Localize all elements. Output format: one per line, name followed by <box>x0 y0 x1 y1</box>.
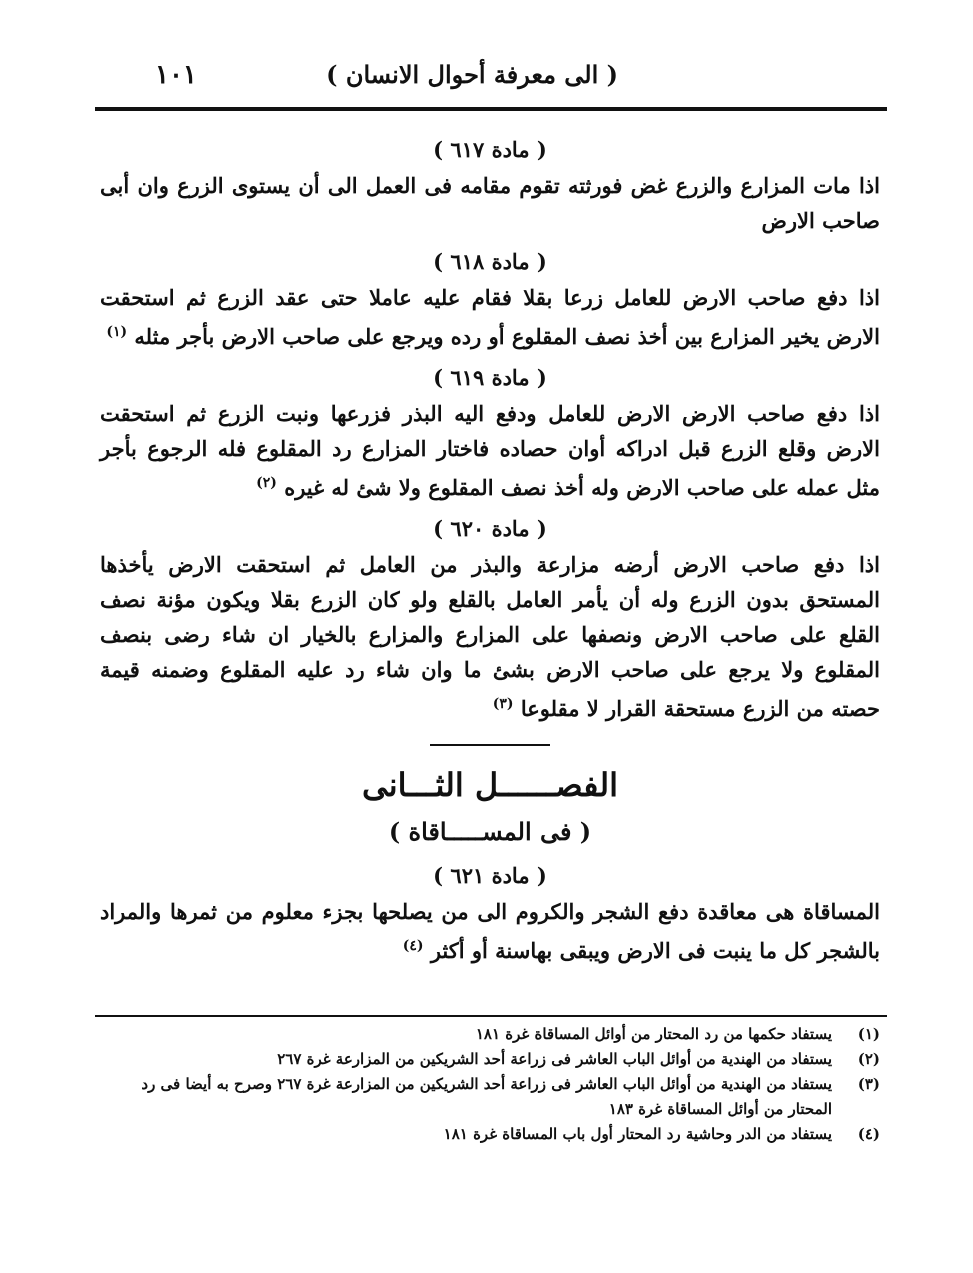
footnote-text: يستفاد من الهندية من أوائل الباب العاشر فى زراعة أحد الشريكين من المزارعة غرة ٢٦٧ وصرح به أيضا فى رد المحتار من أوائل المساقاة غرة ١٨٣ <box>141 1075 832 1118</box>
article-text-body: اذا دفع صاحب الارض الارض للعامل ودفع اليه البذر فزرعها ونبت الزرع ثم استحقت الارض وقلع الزرع قبل ادراكه أوان حصاده فاختار المزارع رد المقلوع فله الرجوع بأجر مثل عمله على صاحب الارض وله أخذ نصف المقلوع ولا شئ له غيره <box>100 401 880 500</box>
article-text-body: اذا دفع صاحب الارض للعامل زرعا بقلا فقام عليه عاملا حتى عقد الزرع ثم استحقت الارض يخير المزارع بين أخذ نصف المقلوع أو رده ويرجع على صاحب الارض بأجر مثله <box>100 285 880 349</box>
article-heading: ( مادة ٦١٧ ) <box>433 137 547 162</box>
footnote-ref: (١) <box>106 324 128 340</box>
article-heading: ( مادة ٦١٨ ) <box>433 249 547 274</box>
footnote-text: يستفاد من الهندية من أوائل الباب العاشر فى زراعة أحد الشريكين من المزارعة غرة ٢٦٧ <box>277 1050 832 1068</box>
article-heading: ( مادة ٦١٩ ) <box>433 365 547 390</box>
footnote-ref: (٤) <box>402 938 424 954</box>
article-heading: ( مادة ٦٢١ ) <box>433 863 547 888</box>
article-text-body: المساقاة هى معاقدة دفع الشجر والكروم الى من يصلحها بجزء معلوم من ثمرها والمراد بالشجر كل ما ينبت فى الارض ويبقى بهاسنة أو أكثر <box>100 899 880 963</box>
footnote-item <box>100 1047 880 1072</box>
footnote-item <box>100 1072 880 1122</box>
footnote-item <box>100 1122 880 1147</box>
article-621 <box>100 858 880 968</box>
footnote-text: يستفاد من الدر وحاشية رد المحتار أول باب المساقاة غرة ١٨١ <box>443 1125 832 1143</box>
chapter-title: الفصــــــل الثـــانى <box>362 766 618 804</box>
article-text <box>100 894 880 968</box>
footnote-number: (١) <box>857 1025 880 1043</box>
footnote-number: (٤) <box>857 1125 880 1143</box>
article-text: اذا مات المزارع والزرع غض فورثته تقوم مقامه فى العمل الى أن يستوى الزرع وان أبى صاحب الارض <box>100 173 880 233</box>
footnote-item <box>100 1022 880 1047</box>
footnote-number: (٣) <box>857 1075 880 1093</box>
footnotes <box>100 1022 880 1147</box>
running-title: ( الى معرفة أحوال الانسان ) <box>326 60 618 89</box>
article-619 <box>100 360 880 505</box>
section-divider <box>430 744 550 746</box>
article-text-body: اذا دفع صاحب الارض أرضه مزارعة والبذر من العامل ثم استحقت الارض يأخذها المستحق بدون الزرع وله أن يأمر العامل بالقلع ولو كان الزرع بقلا ويكون مؤنة نصف القلع على صاحب الارض ونصفها على المزارع والمزارع بالخيار ان شاء رضى بنصف المقلوع ولا يرجع على صاحب الارض بشئ ما وان شاء رد عليه المقلوع وضمنه قيمة حصته من الزرع مستحقة القرار لا مقلوعا <box>100 552 880 721</box>
chapter-subtitle: ( فى المســـــاقاة ) <box>388 817 592 846</box>
article-heading: ( مادة ٦٢٠ ) <box>433 516 547 541</box>
page-body <box>100 132 880 974</box>
article-text <box>100 280 880 354</box>
article-617 <box>100 132 880 238</box>
article-618 <box>100 244 880 354</box>
footnote-number: (٢) <box>857 1050 880 1068</box>
page-header <box>95 60 878 102</box>
header-rule <box>95 107 887 111</box>
footnote-ref: (٣) <box>492 696 514 712</box>
article-620 <box>100 511 880 726</box>
footnote-rule <box>95 1015 887 1017</box>
footnote-ref: (٢) <box>256 475 277 491</box>
footnote-text: يستفاد حكمها من رد المحتار من أوائل المساقاة غرة ١٨١ <box>475 1025 832 1043</box>
page-number: ١٠١ <box>155 60 197 90</box>
article-text <box>100 396 880 505</box>
article-text <box>100 547 880 726</box>
